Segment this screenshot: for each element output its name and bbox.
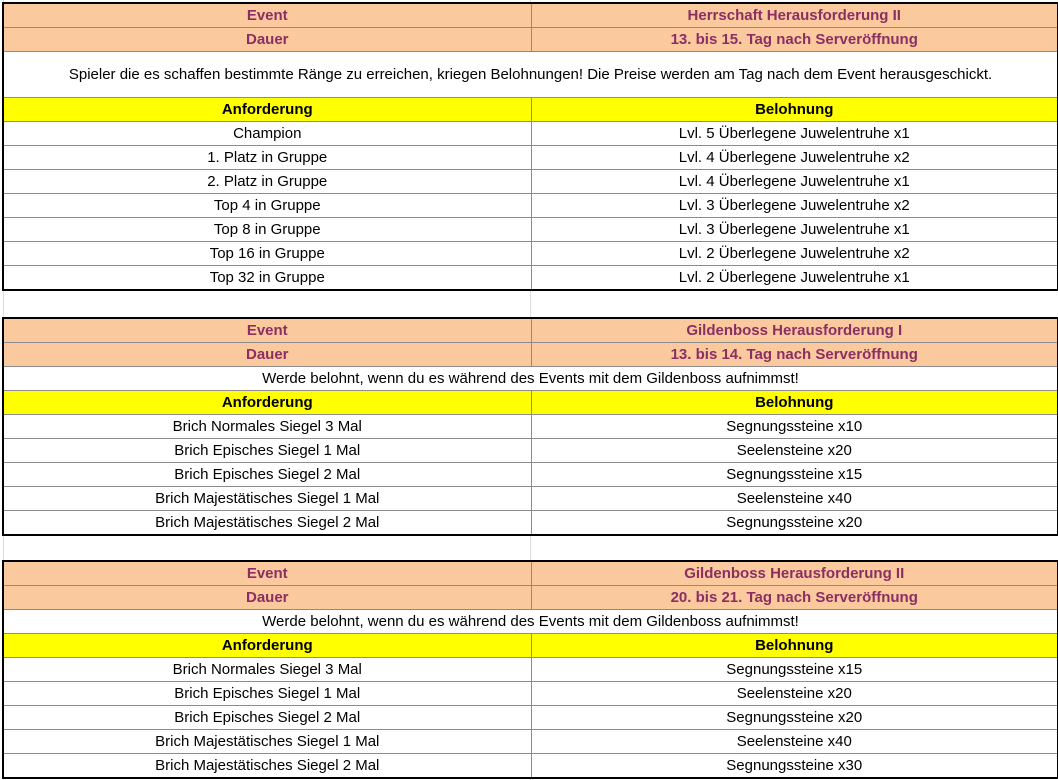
table-row [3,658,1058,682]
table-row [3,439,1058,463]
column-header-row [3,634,1058,658]
requirement-cell: Brich Majestätisches Siegel 1 Mal [3,730,531,754]
duration-row [3,586,1058,610]
reward-cell: Seelensteine x20 [531,439,1058,463]
duration-label: Dauer [3,28,531,52]
reward-header: Belohnung [531,634,1058,658]
duration-value: 13. bis 14. Tag nach Serveröffnung [531,343,1058,367]
reward-cell: Lvl. 2 Überlegene Juwelentruhe x1 [531,266,1058,291]
reward-cell: Segnungssteine x30 [531,754,1058,779]
reward-header: Belohnung [531,98,1058,122]
reward-cell: Lvl. 3 Überlegene Juwelentruhe x1 [531,218,1058,242]
requirement-cell: Brich Episches Siegel 2 Mal [3,706,531,730]
requirement-cell: Brich Majestätisches Siegel 2 Mal [3,754,531,779]
reward-cell: Seelensteine x20 [531,682,1058,706]
requirement-cell: Top 8 in Gruppe [3,218,531,242]
column-header-row [3,98,1058,122]
event-description: Spieler die es schaffen bestimmte Ränge zu erreichen, kriegen Belohnungen! Die Preise werden am Tag nach dem Event herausgeschickt. [3,52,1058,98]
requirement-cell: Champion [3,122,531,146]
reward-cell: Segnungssteine x15 [531,463,1058,487]
requirement-cell: Brich Majestätisches Siegel 1 Mal [3,487,531,511]
event-table-gildenboss-1 [2,317,1058,536]
table-row [3,463,1058,487]
requirement-cell: Brich Episches Siegel 2 Mal [3,463,531,487]
table-row [3,706,1058,730]
event-row [3,561,1058,586]
duration-label: Dauer [3,586,531,610]
reward-cell: Segnungssteine x15 [531,658,1058,682]
requirement-cell: Brich Normales Siegel 3 Mal [3,658,531,682]
table-row [3,218,1058,242]
table-row [3,754,1058,779]
event-label: Event [3,561,531,586]
requirement-header: Anforderung [3,391,531,415]
event-label: Event [3,3,531,28]
description-row [3,52,1058,98]
requirement-cell: 1. Platz in Gruppe [3,146,531,170]
requirement-header: Anforderung [3,98,531,122]
reward-cell: Lvl. 5 Überlegene Juwelentruhe x1 [531,122,1058,146]
event-table-gildenboss-2 [2,560,1058,779]
table-row [3,146,1058,170]
requirement-cell: Brich Episches Siegel 1 Mal [3,439,531,463]
table-row [3,266,1058,291]
reward-cell: Segnungssteine x20 [531,511,1058,536]
reward-header: Belohnung [531,391,1058,415]
reward-cell: Lvl. 4 Überlegene Juwelentruhe x1 [531,170,1058,194]
event-description: Werde belohnt, wenn du es während des Events mit dem Gildenboss aufnimmst! [3,610,1058,634]
requirement-cell: Brich Majestätisches Siegel 2 Mal [3,511,531,536]
event-name: Herrschaft Herausforderung II [531,3,1058,28]
description-row [3,367,1058,391]
table-row [3,730,1058,754]
table-row [3,194,1058,218]
event-label: Event [3,318,531,343]
requirement-cell: Brich Episches Siegel 1 Mal [3,682,531,706]
requirement-cell: Top 4 in Gruppe [3,194,531,218]
table-row [3,511,1058,536]
description-row [3,610,1058,634]
event-description: Werde belohnt, wenn du es während des Events mit dem Gildenboss aufnimmst! [3,367,1058,391]
duration-row [3,343,1058,367]
column-header-row [3,391,1058,415]
event-table-herrschaft [2,2,1058,291]
requirement-cell: Top 16 in Gruppe [3,242,531,266]
duration-value: 13. bis 15. Tag nach Serveröffnung [531,28,1058,52]
event-row [3,3,1058,28]
event-name: Gildenboss Herausforderung I [531,318,1058,343]
reward-cell: Seelensteine x40 [531,487,1058,511]
reward-cell: Seelensteine x40 [531,730,1058,754]
duration-row [3,28,1058,52]
table-row [3,682,1058,706]
reward-cell: Lvl. 3 Überlegene Juwelentruhe x2 [531,194,1058,218]
table-row [3,170,1058,194]
table-row [3,487,1058,511]
duration-label: Dauer [3,343,531,367]
reward-cell: Lvl. 2 Überlegene Juwelentruhe x2 [531,242,1058,266]
table-row [3,415,1058,439]
table-row [3,122,1058,146]
reward-cell: Segnungssteine x20 [531,706,1058,730]
requirement-cell: Brich Normales Siegel 3 Mal [3,415,531,439]
requirement-header: Anforderung [3,634,531,658]
requirement-cell: Top 32 in Gruppe [3,266,531,291]
reward-cell: Lvl. 4 Überlegene Juwelentruhe x2 [531,146,1058,170]
table-row [3,242,1058,266]
event-name: Gildenboss Herausforderung II [531,561,1058,586]
requirement-cell: 2. Platz in Gruppe [3,170,531,194]
reward-cell: Segnungssteine x10 [531,415,1058,439]
duration-value: 20. bis 21. Tag nach Serveröffnung [531,586,1058,610]
event-row [3,318,1058,343]
